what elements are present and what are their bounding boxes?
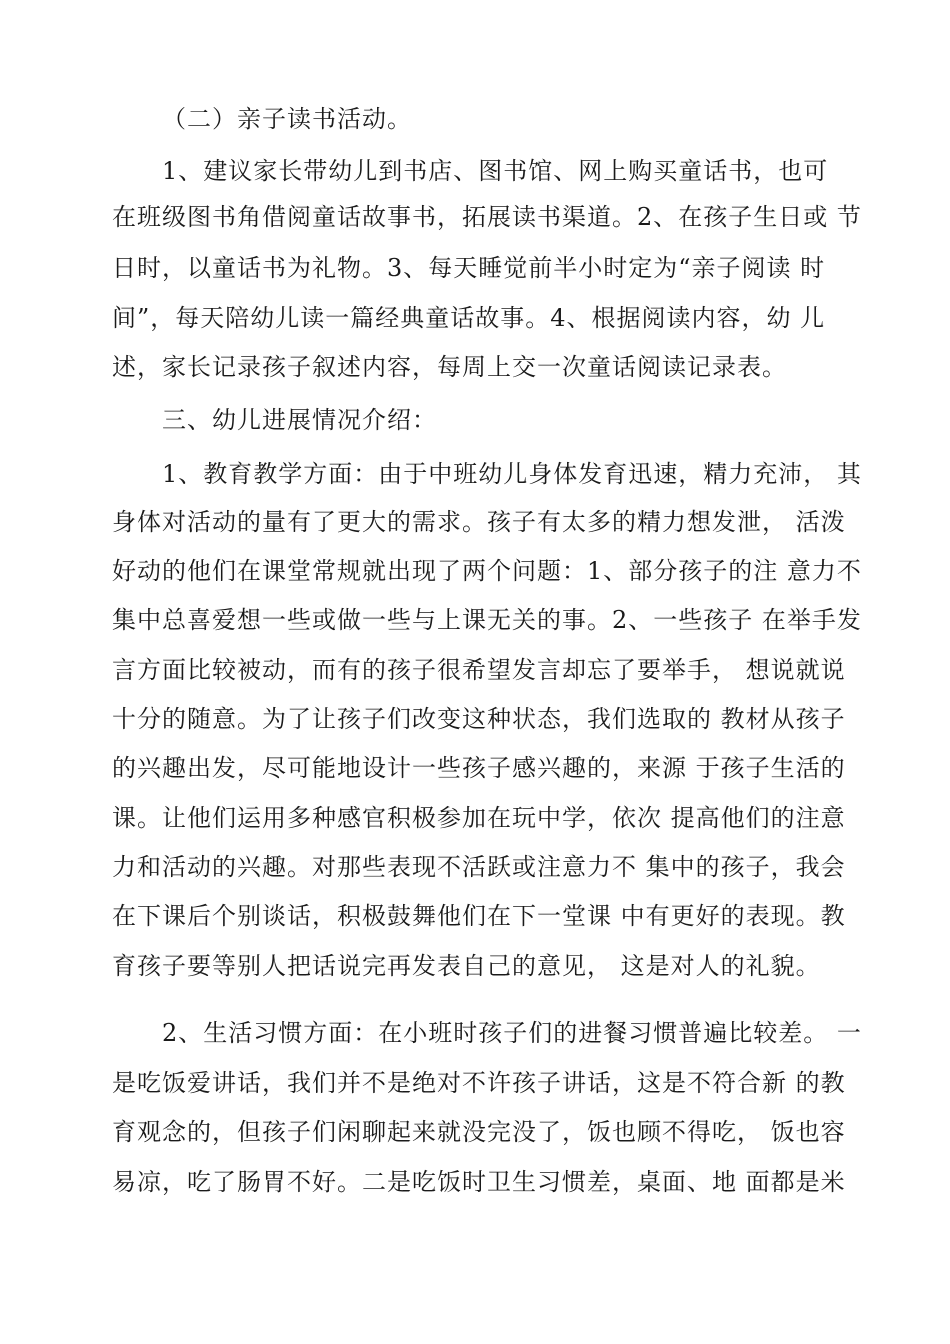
- paragraph-1-line-3: 日时，以童话书为礼物。3、每天睡觉前半小时定为“亲子阅读 时: [112, 254, 826, 282]
- paragraph-3-line-1: 2、生活习惯方面：在小班时孩子们的进餐习惯普遍比较差。 一: [162, 1019, 862, 1047]
- paragraph-2-line-8: 课。让他们运用多种感官积极参加在玩中学，依次 提高他们的注意: [112, 804, 846, 832]
- paragraph-2-line-5: 言方面比较被动，而有的孩子很希望发言却忘了要举手， 想说就说: [112, 656, 846, 684]
- paragraph-2-line-9: 力和活动的兴趣。对那些表现不活跃或注意力不 集中的孩子，我会: [112, 853, 846, 881]
- section-subtitle: （二）亲子读书活动。: [162, 105, 412, 133]
- paragraph-2-line-2: 身体对活动的量有了更大的需求。孩子有太多的精力想发泄， 活泼: [112, 508, 846, 536]
- paragraph-1-line-1: 1、建议家长带幼儿到书店、图书馆、网上购买童话书，也可: [162, 157, 829, 185]
- paragraph-2-line-11: 育孩子要等别人把话说完再发表自己的意见， 这是对人的礼貌。: [112, 952, 821, 980]
- paragraph-2-line-10: 在下课后个别谈话，积极鼓舞他们在下一堂课 中有更好的表现。教: [112, 902, 846, 930]
- paragraph-1-line-5: 述，家长记录孩子叙述内容，每周上交一次童话阅读记录表。: [112, 353, 787, 381]
- paragraph-3-line-4: 易凉，吃了肠胃不好。二是吃饭时卫生习惯差，桌面、地 面都是米: [112, 1168, 846, 1196]
- paragraph-3-line-3: 育观念的，但孩子们闲聊起来就没完没了，饭也顾不得吃， 饭也容: [112, 1118, 846, 1146]
- paragraph-2-line-7: 的兴趣出发，尽可能地设计一些孩子感兴趣的，来源 于孩子生活的: [112, 754, 846, 782]
- paragraph-1-line-4: 间”，每天陪幼儿读一篇经典童话故事。4、根据阅读内容，幼 儿: [112, 304, 826, 332]
- paragraph-2-line-6: 十分的随意。为了让孩子们改变这种状态，我们选取的 教材从孩子: [112, 705, 846, 733]
- paragraph-2-line-3: 好动的他们在课堂常规就出现了两个问题：1、部分孩子的注 意力不: [112, 557, 862, 585]
- paragraph-3-line-2: 是吃饭爱讲话，我们并不是绝对不许孩子讲话，这是不符合新 的教: [112, 1069, 846, 1097]
- section-heading: 三、幼儿进展情况介绍：: [162, 406, 437, 434]
- paragraph-2-line-4: 集中总喜爱想一些或做一些与上课无关的事。2、一些孩子 在举手发: [112, 606, 862, 634]
- paragraph-1-line-2: 在班级图书角借阅童话故事书，拓展读书渠道。2、在孩子生日或 节: [112, 203, 862, 231]
- paragraph-2-line-1: 1、教育教学方面：由于中班幼儿身体发育迅速，精力充沛， 其: [162, 460, 862, 488]
